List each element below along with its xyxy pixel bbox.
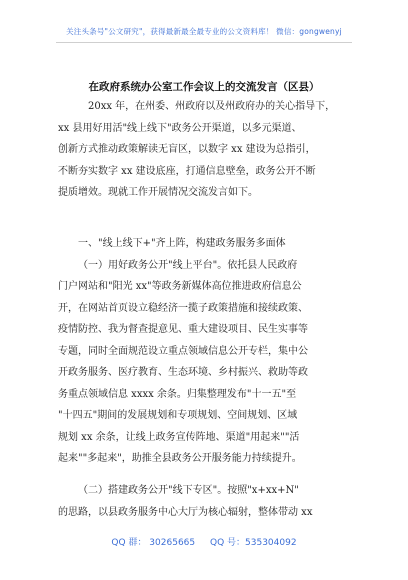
text-line: 的思路，以县政务服务中心大厅为核心辐射，整体带动 xx: [58, 506, 313, 518]
subsection-2: [58, 480, 352, 523]
text-line: xx 县用好用活"线上线下"政务公开渠道，以多元渠道、: [58, 122, 302, 134]
footer-qq: QQ 号：535304092: [210, 538, 297, 548]
document-title: 在政府系统办公室工作会议上的交流发言（区县）: [88, 81, 320, 93]
text-line: 创新方式推动政策解读无盲区，以数字 xx 建设为总指引，: [58, 144, 316, 155]
text-line: 开政务服务、医疗教育、生态环境、乡村振兴、救助等政: [58, 367, 308, 378]
text-line: 不断夯实数字 xx 建设底座，打通信息壁垒，政务公开不断: [58, 165, 316, 177]
header-banner: 关注头条号"公文研究"，获得最新最全最专业的公文资料库！ 微信：gongwenyj: [66, 27, 342, 36]
text-line: （一）用好政务公开"线上平台"。依托县人民政府: [78, 260, 298, 271]
footer-contact: [0, 535, 408, 548]
text-line: 20xx 年，在州委、州政府以及州政府办的关心指导下，: [88, 101, 336, 112]
section-heading: 一、"线上线下+"齐上阵，构建政务服务多面体: [78, 238, 286, 249]
text-line: 起来""多起来"，助推全县政务公开服务能力持续提升。: [58, 453, 302, 464]
text-line: 门户网站和"阳光 xx"等政务新媒体高位推进政府信息公: [58, 281, 302, 292]
subsection-1-body: [58, 276, 352, 470]
header-divider: [56, 42, 352, 43]
text-line: "十四五"期间的发展规划和专项规划、空间规划、区域: [58, 410, 298, 421]
text-line: 专题，同时全面规范设立重点领域信息公开专栏，集中公: [58, 345, 308, 357]
text-line: 务重点领域信息 xxxx 余条。归集整理发布"十一五"至: [58, 388, 297, 400]
text-line: 提质增效。现就工作开展情况交流发言如下。: [58, 187, 258, 198]
footer-qq-group: QQ 群： 30265665: [111, 538, 196, 548]
text-line: 规划 xx 余条，让线上政务宣传阵地、渠道"用起来""活: [58, 431, 300, 443]
text-line: 开，在网站首页设立稳经济一揽子政策措施和接续政策、: [58, 302, 308, 314]
intro-paragraph: [58, 96, 352, 204]
text-line: 疫情防控、我为督查提意见、重大建设项目、民生实事等: [58, 324, 308, 335]
subsection-1-heading: [58, 255, 352, 277]
text-line: （二）搭建政务公开"线下专区"。按照"x+xx+N": [78, 485, 299, 496]
